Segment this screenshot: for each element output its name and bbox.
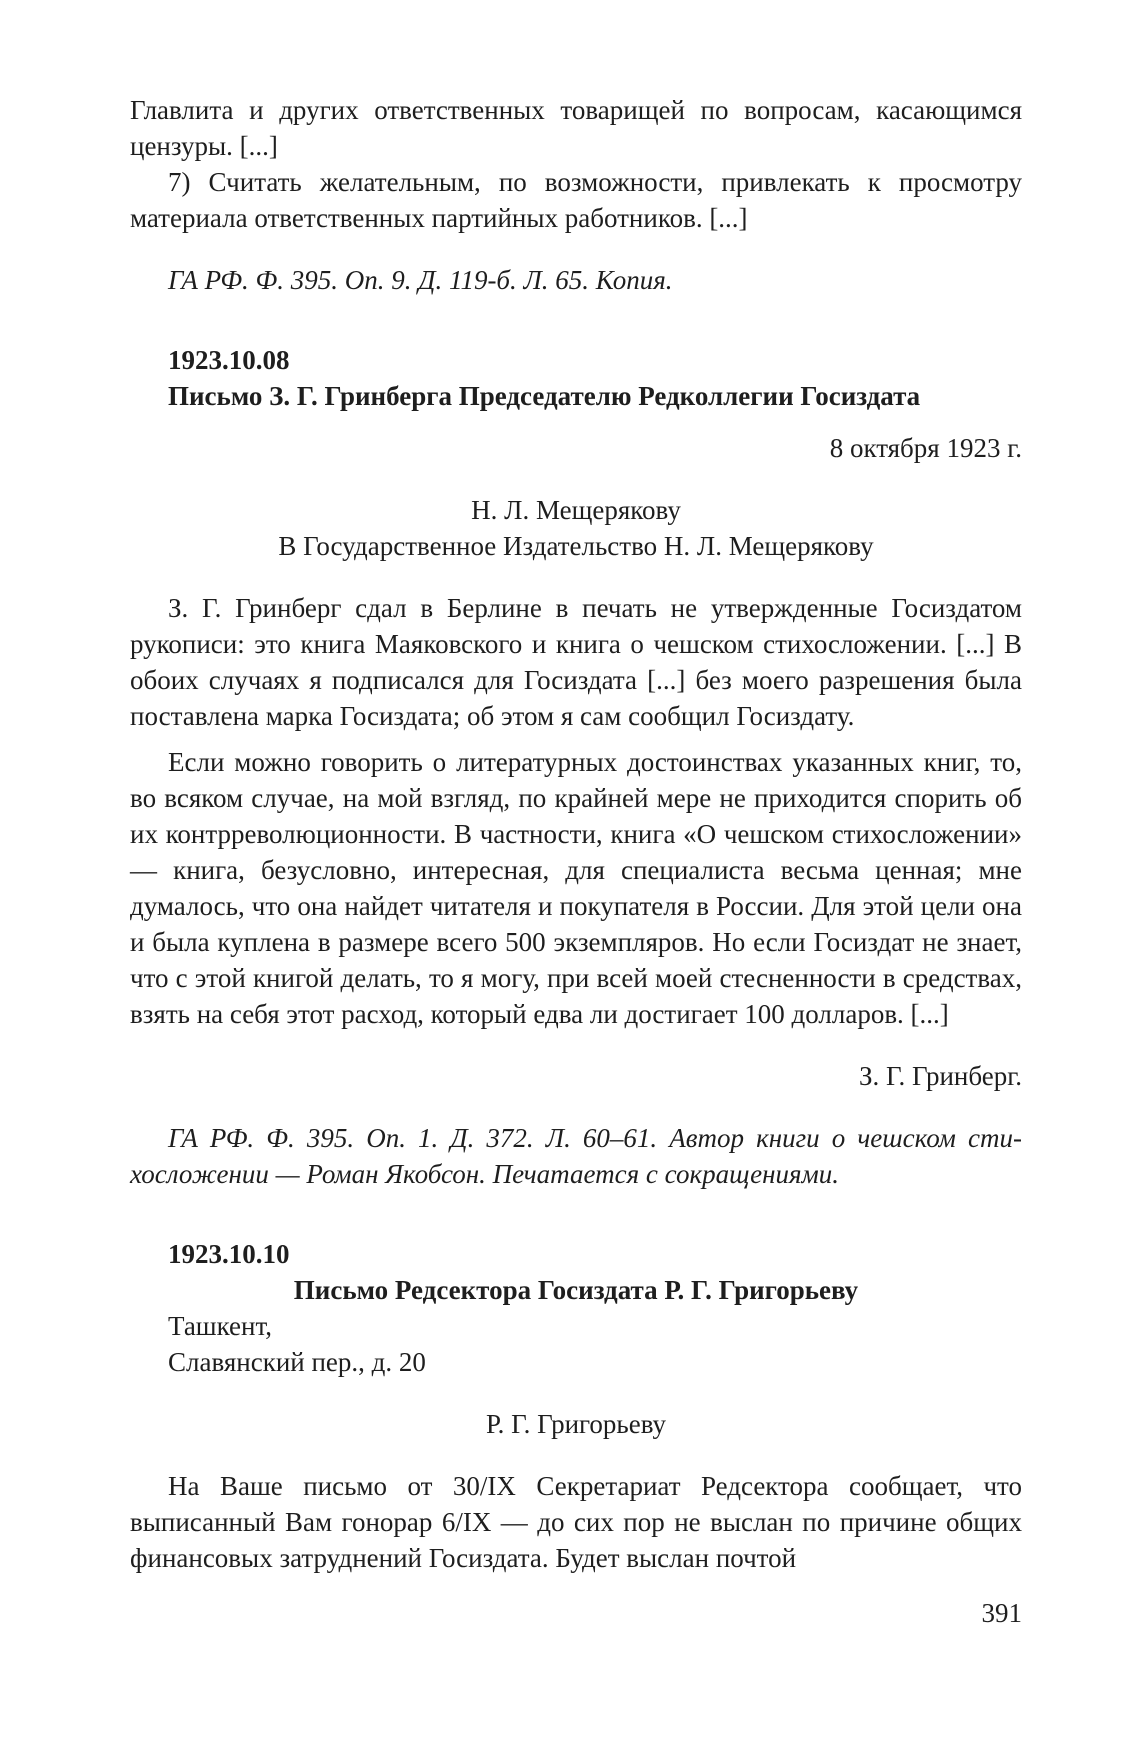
letter-paragraph: З. Г. Гринберг сдал в Берлине в печать не утвержденные Госиздатом рукописи: это книга Маяковского и книга о чешском стихосложении. [...] В обоих случаях я подписался для Госиздата [...] без моего разрешения была поставлена марка Госиздата; об этом я сам сообщил Госиздату. xyxy=(130,593,1022,731)
signature: З. Г. Гринберг. xyxy=(858,1061,1022,1091)
document-date-code: 1923.10.10 xyxy=(168,1239,290,1269)
letter-date: 8 октября 1923 г. xyxy=(829,433,1022,463)
addressee-line: Н. Л. Мещерякову xyxy=(471,495,681,525)
archive-source: ГА РФ. Ф. 395. Оп. 1. Д. 372. Л. 60–61. Автор книги о чешском стихосложении — Роман Якобсон. Печатается с сокращениями. xyxy=(130,1123,1022,1189)
document-date-code: 1923.10.08 xyxy=(168,345,290,375)
letter-paragraph: На Ваше письмо от 30/IX Секретариат Редсектора сообщает, что выписанный Вам гонорар 6/IX — до сих пор не выслан по причине общих финансовых затруднений Госиздата. Будет выслан почтой xyxy=(130,1471,1022,1573)
item-7-paragraph: 7) Считать желательным, по возможности, привлекать к просмотру материала ответственных партийных работников. [...] xyxy=(130,167,1022,233)
letter-paragraph: Если можно говорить о литературных достоинствах указанных книг, то, во всяком случае, на мой взгляд, по крайней мере не приходится спорить об их контрреволюционности. В частности, книга «О чешском стихосложении» — книга, безусловно, интересная, для специалиста весьма ценная; мне думалось, что она найдет читателя и покупателя в России. Для этой цели она и была куплена в размере всего 500 экземпляров. Но если Госиздат не знает, что с этой книгой делать, то я могу, при всей моей стесненности в средствах, взять на себя этот расход, который едва ли достигает 100 долларов. [...] xyxy=(130,747,1022,1029)
document-title: Письмо Редсектора Госиздата Р. Г. Григорьеву xyxy=(293,1275,859,1305)
page-content xyxy=(130,92,1022,1576)
document-title: Письмо З. Г. Гринберга Председателю Редколлегии Госиздата xyxy=(168,381,921,411)
addressee-line: Р. Г. Григорьеву xyxy=(485,1409,667,1439)
continuation-paragraph: Главлита и других ответственных товарищей по вопросам, касающимся цензуры. [...] xyxy=(130,95,1022,161)
address-line: Ташкент, xyxy=(168,1311,272,1341)
address-line: Славянский пер., д. 20 xyxy=(168,1347,426,1377)
page-number: 391 xyxy=(981,1598,1022,1628)
archive-source: ГА РФ. Ф. 395. Оп. 9. Д. 119-б. Л. 65. Копия. xyxy=(168,265,673,295)
addressee-line: В Государственное Издательство Н. Л. Мещерякову xyxy=(278,531,874,561)
